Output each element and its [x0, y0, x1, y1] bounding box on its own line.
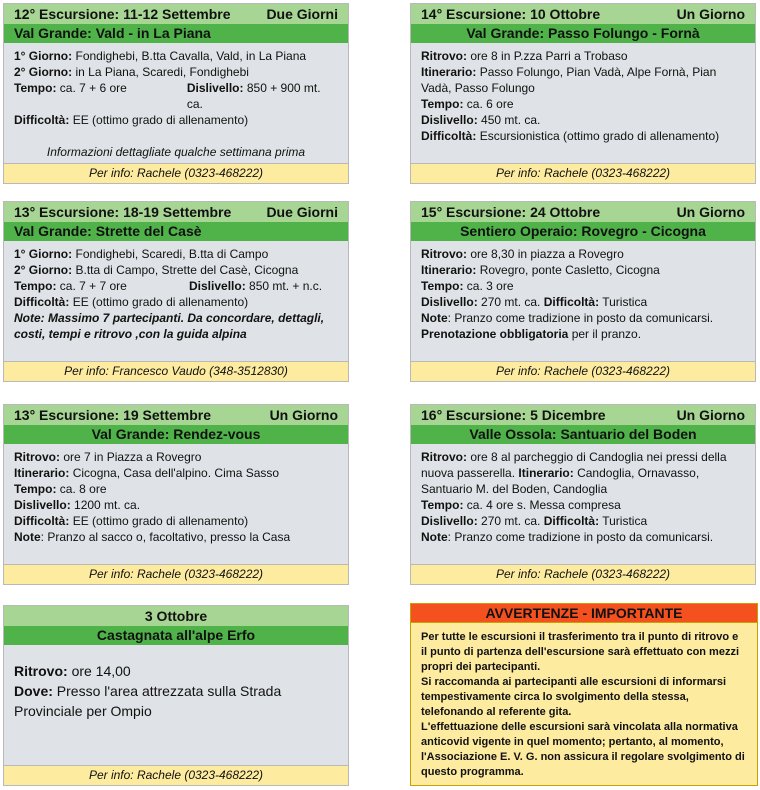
card-duration: Un Giorno [676, 204, 745, 220]
excursion-card-15 [410, 201, 756, 382]
card-subtitle: Val Grande: Rendez-vous [4, 425, 348, 444]
warning-paragraph: Si raccomanda ai partecipanti alle escursioni di informarsi tempestivamente circa lo svolgimento della stessa, telefonando al referente gita. [421, 676, 727, 718]
warning-title: AVVERTENZE - IMPORTANTE [411, 604, 757, 623]
card-subtitle: Val Grande: Vald - in La Piana [4, 24, 348, 43]
excursion-card-16 [410, 404, 756, 585]
card-body: Ritrovo: ore 8 al parcheggio di Candoglia nei pressi della nuova passerella. Itinerario: Candoglia, Ornavasso, Santuario M. del Boden, Candoglia Tempo: ca. 4 ore s. Messa compresa Dislivello: 270 mt. ca. Difficoltà: Turistica Note: Pranzo come tradizione in posto da comunicarsi. [421, 450, 727, 544]
card-title: 16° Escursione: 5 Dicembre [421, 407, 606, 423]
warning-paragraph: Per tutte le escursioni il trasferimento tra il punto di ritrovo e il punto di partenza dell'escursione sarà effettuato con mezzi propri dei partecipanti. [421, 631, 740, 673]
card-info: Per info: Rachele (0323-468222) [411, 564, 755, 584]
card-subtitle: Sentiero Operaio: Rovegro - Cicogna [411, 222, 755, 241]
card-header [411, 405, 755, 425]
card-duration: Due Giorni [266, 6, 338, 22]
card-header [4, 202, 348, 222]
card-title: 13° Escursione: 19 Settembre [14, 407, 212, 423]
card-info: Per info: Rachele (0323-468222) [4, 765, 348, 785]
warning-body [411, 623, 757, 780]
card-header [411, 202, 755, 222]
card-header [411, 4, 755, 24]
castagnata-card [3, 605, 349, 786]
excursion-card-12 [3, 3, 349, 184]
card-subtitle: Castagnata all'alpe Erfo [4, 626, 348, 645]
card-info: Per info: Rachele (0323-468222) [4, 163, 348, 183]
card-subtitle: Val Grande: Strette del Casè [4, 222, 348, 241]
card-note: Informazioni dettagliate qualche settimana prima [46, 145, 306, 159]
card-body: 1° Giorno: Fondighebi, Scaredi, B.tta di Campo 2° Giorno: B.tta di Campo, Strette del Casè, Cicogna Tempo: ca. 7 + 7 ore Dislivello: 850 mt. + n.c. Difficoltà: EE (ottimo grado di allenamento) Note: Massimo 7 partecipanti. Da concordare, dettagli, costi, tempi e ritrovo ,con la guida alpina [4, 241, 348, 342]
card-title: 3 Ottobre [144, 608, 208, 624]
excursion-card-13a [3, 201, 349, 382]
warning-paragraph: L'effettuazione delle escursioni sarà vincolata alla normativa anticovid vigente in quel momento; pertanto, al momento, l'Associazione E. V. G. non assicura il regolare svolgimento di questo programma. [421, 721, 745, 778]
card-info: Per info: Rachele (0323-468222) [411, 361, 755, 381]
card-duration: Un Giorno [676, 407, 745, 423]
card-info: Per info: Rachele (0323-468222) [4, 564, 348, 584]
card-duration: Due Giorni [266, 204, 338, 220]
warning-box [410, 603, 758, 786]
card-note: Note: Massimo 7 partecipanti. Da concordare, dettagli, costi, tempi e ritrovo ,con la guida alpina [14, 311, 325, 341]
card-subtitle: Val Grande: Passo Folungo - Fornà [411, 24, 755, 43]
card-header [4, 606, 348, 626]
card-duration: Un Giorno [676, 6, 745, 22]
excursion-card-14 [410, 3, 756, 184]
card-body: 1° Giorno: Fondighebi, B.tta Cavalla, Vald, in La Piana 2° Giorno: in La Piana, Scaredi, Fondighebi Tempo: ca. 7 + 6 ore Dislivello: 850 + 900 mt. ca. Difficoltà: EE (ottimo grado di allenamento) Informazioni dettagliate qualche settimana prima [4, 43, 348, 160]
card-body: Ritrovo: ore 8,30 in piazza a Rovegro Itinerario: Rovegro, ponte Casletto, Cicogna Tempo: ca. 3 ore Dislivello: 270 mt. ca. Difficoltà: Turistica Note: Pranzo come tradizione in posto da comunicarsi. Prenotazione obbligatoria per il pranzo. [421, 247, 714, 341]
card-subtitle: Valle Ossola: Santuario del Boden [411, 425, 755, 444]
card-body: Ritrovo: ore 7 in Piazza a Rovegro Itinerario: Cicogna, Casa dell'alpino. Cima Sasso Tempo: ca. 8 ore Dislivello: 1200 mt. ca. Difficoltà: EE (ottimo grado di allenamento) Note: Pranzo al sacco o, facoltativo, presso la Casa [14, 450, 291, 544]
card-title: 15° Escursione: 24 Ottobre [421, 204, 601, 220]
card-info: Per info: Francesco Vaudo (348-3512830) [4, 361, 348, 381]
card-header [4, 4, 348, 24]
excursion-card-13b [3, 404, 349, 585]
card-title: 13° Escursione: 18-19 Settembre [14, 204, 232, 220]
card-body: Ritrovo: ore 8 in P.zza Parri a Trobaso Itinerario: Passo Folungo, Pian Vadà, Alpe Fornà, Pian Vadà, Passo Folungo Tempo: ca. 6 ore Dislivello: 450 mt. ca. Difficoltà: Escursionistica (ottimo grado di allenamento) [421, 49, 720, 143]
card-duration: Un Giorno [269, 407, 338, 423]
card-body: Ritrovo: ore 14,00 Dove: Presso l'area attrezzata sulla Strada Provinciale per Ompio [14, 663, 282, 719]
card-title: 12° Escursione: 11-12 Settembre [14, 6, 231, 22]
card-header [4, 405, 348, 425]
card-title: 14° Escursione: 10 Ottobre [421, 6, 601, 22]
card-info: Per info: Rachele (0323-468222) [411, 163, 755, 183]
